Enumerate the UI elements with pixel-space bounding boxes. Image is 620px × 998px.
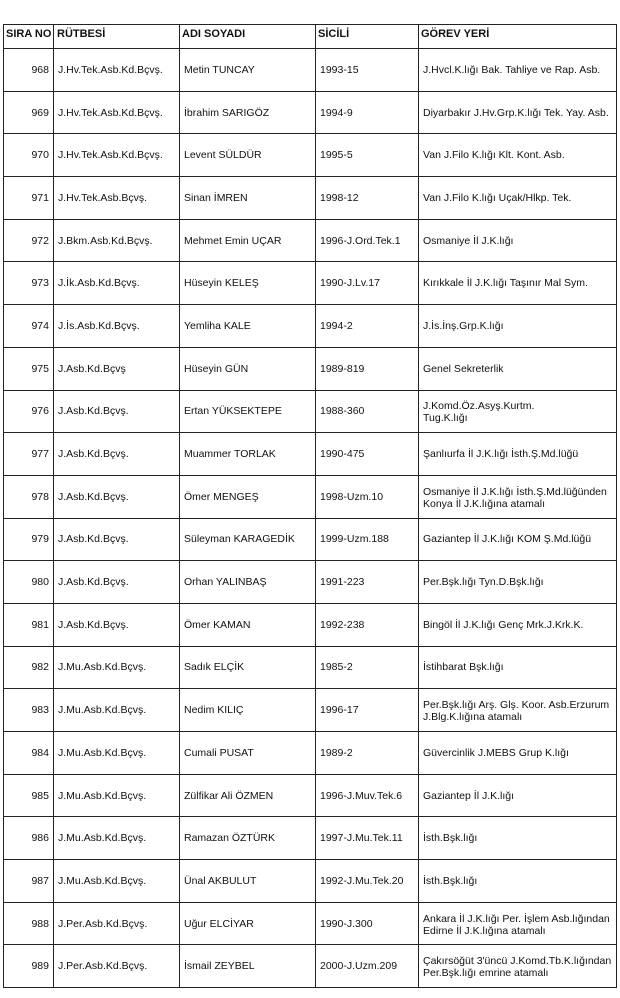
table-row	[4, 91, 617, 134]
header-sira-no: SIRA NO	[6, 28, 52, 40]
duty-line: Konya İl J.K.lığına atamalı	[423, 497, 545, 510]
duty-line: İsth.Bşk.lığı	[423, 874, 478, 887]
registry-cell: 2000-J.Uzm.209	[316, 945, 419, 988]
rank-cell: J.Per.Asb.Kd.Bçvş.	[54, 902, 180, 945]
duty-line: J.Hvcl.K.lığı Bak. Tahliye ve Rap. Asb.	[423, 63, 601, 76]
duty-line: Diyarbakır J.Hv.Grp.K.lığı Tek. Yay. Asb.	[423, 106, 609, 119]
row-number-cell: 989	[4, 945, 54, 988]
registry-cell: 1985-2	[316, 646, 419, 689]
rank-cell: J.İk.Asb.Kd.Bçvş.	[54, 262, 180, 305]
name-cell: Muammer TORLAK	[180, 433, 316, 476]
duty-cell	[419, 433, 617, 476]
registry-cell: 1994-2	[316, 305, 419, 348]
duty-cell	[419, 475, 617, 518]
registry-cell: 1991-223	[316, 561, 419, 604]
header-cell	[180, 25, 316, 49]
name-cell: Hüseyin GÜN	[180, 347, 316, 390]
duty-line: Per.Bşk.lığı Tyn.D.Bşk.lığı	[423, 576, 544, 589]
registry-cell: 1990-J.Lv.17	[316, 262, 419, 305]
table-row	[4, 603, 617, 646]
duty-line: Per.Bşk.lığı Arş. Glş. Koor. Asb.Erzurum	[423, 699, 610, 712]
table-row	[4, 475, 617, 518]
table-row	[4, 860, 617, 903]
duty-cell	[419, 732, 617, 775]
name-cell: Orhan YALINBAŞ	[180, 561, 316, 604]
table-row	[4, 134, 617, 177]
duty-line: J.Blg.K.lığına atamalı	[423, 711, 523, 724]
row-number-cell: 987	[4, 860, 54, 903]
duty-cell	[419, 49, 617, 92]
rank-cell: J.Asb.Kd.Bçvş	[54, 347, 180, 390]
name-cell: Ünal AKBULUT	[180, 860, 316, 903]
rank-cell: J.Mu.Asb.Kd.Bçvş.	[54, 732, 180, 775]
table-row	[4, 902, 617, 945]
duty-cell	[419, 945, 617, 988]
rank-cell: J.Asb.Kd.Bçvş.	[54, 433, 180, 476]
registry-cell: 1992-J.Mu.Tek.20	[316, 860, 419, 903]
rank-cell: J.Per.Asb.Kd.Bçvş.	[54, 945, 180, 988]
row-number-cell: 978	[4, 475, 54, 518]
row-number-cell: 970	[4, 134, 54, 177]
table-row	[4, 305, 617, 348]
rank-cell: J.Asb.Kd.Bçvş.	[54, 475, 180, 518]
duty-line: Ankara İl J.K.lığı Per. İşlem Asb.lığından	[423, 912, 610, 925]
name-cell: Ömer KAMAN	[180, 603, 316, 646]
header-gorev-yeri: GÖREV YERİ	[421, 28, 490, 40]
name-cell: Hüseyin KELEŞ	[180, 262, 316, 305]
name-cell: İsmail ZEYBEL	[180, 945, 316, 988]
duty-cell	[419, 774, 617, 817]
rank-cell: J.Asb.Kd.Bçvş.	[54, 561, 180, 604]
duty-line: İstihbarat Bşk.lığı	[423, 661, 504, 674]
duty-cell	[419, 177, 617, 220]
header-cell	[54, 25, 180, 49]
row-number-cell: 975	[4, 347, 54, 390]
name-cell: Ramazan ÖZTÜRK	[180, 817, 316, 860]
name-cell: Zülfikar Ali ÖZMEN	[180, 774, 316, 817]
row-number-cell: 973	[4, 262, 54, 305]
header-row	[4, 25, 617, 49]
duty-cell	[419, 646, 617, 689]
duty-cell	[419, 603, 617, 646]
registry-cell: 1999-Uzm.188	[316, 518, 419, 561]
name-cell: Yemliha KALE	[180, 305, 316, 348]
duty-line: Van J.Filo K.lığı Klt. Kont. Asb.	[423, 149, 565, 162]
duty-cell	[419, 262, 617, 305]
duty-cell	[419, 305, 617, 348]
duty-line: İsth.Bşk.lığı	[423, 832, 478, 845]
duty-line: J.Komd.Öz.Asyş.Kurtm.	[423, 400, 535, 413]
table-row	[4, 433, 617, 476]
duty-cell	[419, 219, 617, 262]
duty-line: Çakırsöğüt 3'üncü J.Komd.Tb.K.lığından	[423, 955, 612, 968]
duty-cell	[419, 561, 617, 604]
table-row	[4, 390, 617, 433]
duty-line: Gaziantep İl J.K.lığı	[423, 789, 515, 802]
duty-line: Gaziantep İl J.K.lığı KOM Ş.Md.lüğü	[423, 533, 592, 546]
header-cell	[316, 25, 419, 49]
registry-cell: 1988-360	[316, 390, 419, 433]
duty-cell	[419, 860, 617, 903]
rank-cell: J.Mu.Asb.Kd.Bçvş.	[54, 860, 180, 903]
header-cell	[4, 25, 54, 49]
table-row	[4, 945, 617, 988]
personnel-table	[3, 24, 617, 988]
name-cell: Sadık ELÇİK	[180, 646, 316, 689]
row-number-cell: 986	[4, 817, 54, 860]
duty-line: Osmaniye İl J.K.lığı	[423, 234, 514, 247]
row-number-cell: 979	[4, 518, 54, 561]
duty-line: Osmaniye İl J.K.lığı İsth.Ş.Md.lüğünden	[423, 485, 607, 498]
duty-line: Edirne İl J.K.lığına atamalı	[423, 924, 546, 937]
duty-line: Per.Bşk.lığı emrine atamalı	[423, 967, 549, 980]
table-row	[4, 518, 617, 561]
rank-cell: J.Mu.Asb.Kd.Bçvş.	[54, 774, 180, 817]
table-row	[4, 561, 617, 604]
row-number-cell: 974	[4, 305, 54, 348]
row-number-cell: 988	[4, 902, 54, 945]
name-cell: İbrahim SARIGÖZ	[180, 91, 316, 134]
table-row	[4, 774, 617, 817]
rank-cell: J.Hv.Tek.Asb.Kd.Bçvş.	[54, 91, 180, 134]
rank-cell: J.İs.Asb.Kd.Bçvş.	[54, 305, 180, 348]
personnel-table-body	[4, 25, 617, 988]
row-number-cell: 972	[4, 219, 54, 262]
rank-cell: J.Asb.Kd.Bçvş.	[54, 390, 180, 433]
rank-cell: J.Hv.Tek.Asb.Bçvş.	[54, 177, 180, 220]
row-number-cell: 976	[4, 390, 54, 433]
duty-cell	[419, 689, 617, 732]
header-rutbesi: RÜTBESİ	[57, 28, 106, 40]
row-number-cell: 969	[4, 91, 54, 134]
duty-line: Kırıkkale İl J.K.lığı Taşınır Mal Sym.	[423, 277, 588, 290]
table-row	[4, 817, 617, 860]
table-row	[4, 347, 617, 390]
row-number-cell: 971	[4, 177, 54, 220]
duty-cell	[419, 134, 617, 177]
header-cell	[419, 25, 617, 49]
rank-cell: J.Hv.Tek.Asb.Kd.Bçvş.	[54, 134, 180, 177]
row-number-cell: 982	[4, 646, 54, 689]
row-number-cell: 980	[4, 561, 54, 604]
duty-cell	[419, 91, 617, 134]
name-cell: Levent SÜLDÜR	[180, 134, 316, 177]
duty-line: Şanlıurfa İl J.K.lığı İsth.Ş.Md.lüğü	[423, 448, 579, 461]
duty-line: Güvercinlik J.MEBS Grup K.lığı	[423, 746, 569, 759]
name-cell: Ömer MENGEŞ	[180, 475, 316, 518]
registry-cell: 1996-17	[316, 689, 419, 732]
name-cell: Sinan İMREN	[180, 177, 316, 220]
registry-cell: 1989-819	[316, 347, 419, 390]
name-cell: Cumali PUSAT	[180, 732, 316, 775]
name-cell: Metin TUNCAY	[180, 49, 316, 92]
rank-cell: J.Asb.Kd.Bçvş.	[54, 603, 180, 646]
duty-cell	[419, 390, 617, 433]
table-row	[4, 732, 617, 775]
row-number-cell: 983	[4, 689, 54, 732]
table-row	[4, 49, 617, 92]
registry-cell: 1996-J.Muv.Tek.6	[316, 774, 419, 817]
rank-cell: J.Bkm.Asb.Kd.Bçvş.	[54, 219, 180, 262]
duty-line: Tug.K.lığı	[423, 412, 468, 425]
rank-cell: J.Mu.Asb.Kd.Bçvş.	[54, 817, 180, 860]
table-row	[4, 219, 617, 262]
table-row	[4, 177, 617, 220]
name-cell: Uğur ELCİYAR	[180, 902, 316, 945]
duty-line: Genel Sekreterlik	[423, 362, 504, 375]
registry-cell: 1998-12	[316, 177, 419, 220]
registry-cell: 1992-238	[316, 603, 419, 646]
duty-line: J.İs.İnş.Grp.K.lığı	[423, 319, 504, 332]
registry-cell: 1990-475	[316, 433, 419, 476]
registry-cell: 1994-9	[316, 91, 419, 134]
header-sicili: SİCİLİ	[318, 28, 350, 40]
header-adi-soyadi: ADI SOYADI	[182, 28, 246, 40]
name-cell: Ertan YÜKSEKTEPE	[180, 390, 316, 433]
registry-cell: 1993-15	[316, 49, 419, 92]
duty-cell	[419, 902, 617, 945]
duty-cell	[419, 347, 617, 390]
duty-line: Van J.Filo K.lığı Uçak/Hlkp. Tek.	[423, 191, 572, 204]
rank-cell: J.Mu.Asb.Kd.Bçvş.	[54, 646, 180, 689]
name-cell: Mehmet Emin UÇAR	[180, 219, 316, 262]
name-cell: Nedim KILIÇ	[180, 689, 316, 732]
row-number-cell: 968	[4, 49, 54, 92]
duty-cell	[419, 518, 617, 561]
row-number-cell: 984	[4, 732, 54, 775]
duty-line: Bingöl İl J.K.lığı Genç Mrk.J.Krk.K.	[423, 618, 584, 631]
registry-cell: 1989-2	[316, 732, 419, 775]
table-row	[4, 646, 617, 689]
rank-cell: J.Asb.Kd.Bçvş.	[54, 518, 180, 561]
table-row	[4, 262, 617, 305]
row-number-cell: 977	[4, 433, 54, 476]
duty-cell	[419, 817, 617, 860]
registry-cell: 1998-Uzm.10	[316, 475, 419, 518]
row-number-cell: 981	[4, 603, 54, 646]
registry-cell: 1990-J.300	[316, 902, 419, 945]
row-number-cell: 985	[4, 774, 54, 817]
table-row	[4, 689, 617, 732]
rank-cell: J.Mu.Asb.Kd.Bçvş.	[54, 689, 180, 732]
registry-cell: 1995-5	[316, 134, 419, 177]
registry-cell: 1997-J.Mu.Tek.11	[316, 817, 419, 860]
registry-cell: 1996-J.Ord.Tek.1	[316, 219, 419, 262]
name-cell: Süleyman KARAGEDİK	[180, 518, 316, 561]
rank-cell: J.Hv.Tek.Asb.Kd.Bçvş.	[54, 49, 180, 92]
